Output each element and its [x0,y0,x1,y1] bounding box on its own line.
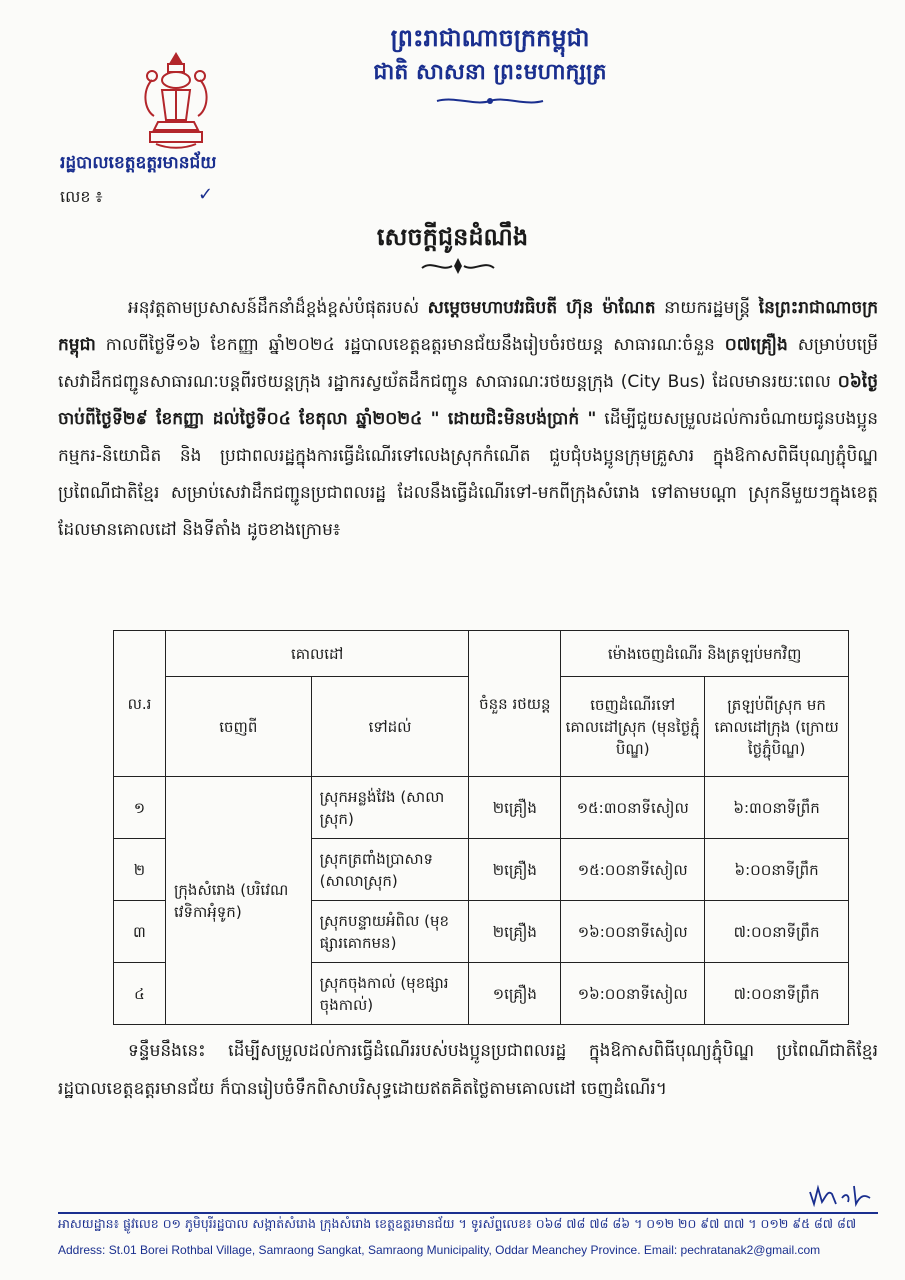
row-bus-count: ១គ្រឿង [469,963,561,1025]
check-mark-icon: ✓ [198,184,214,205]
body-part1: អនុវត្តតាមប្រសាសន៍ដឹកនាំដ៏ខ្ពង់ខ្ពស់បំផុតរបស់ [128,298,428,318]
row-depart-time: ១៥:០០នាទីសៀល [561,839,705,901]
kingdom-motto: ជាតិ សាសនា ព្រះមហាក្សត្រ [373,60,607,85]
footer-address-english: Address: St.01 Borei Rothbal Village, Samraong Sangkat, Samraong Municipality, Oddar Meanchey Province. Email: pechratanak2@gmail.com [58,1243,821,1257]
bus-schedule-table [113,630,849,1025]
body-part5: ដើម្បីជួយសម្រួលដល់ការចំណាយជូនបងប្អូន កម្មករ-និយោជិត និង ប្រជាពលរដ្ឋក្នុងការធ្វើដំណើរទៅលេងស្រុកកំណើត ជួបជុំបងប្អូនក្រុមគ្រួសារ ក្នុងឱកាសពិធីបុណ្យភ្ជុំបិណ្ឌ ប្រពៃណីជាតិខ្មែរ សម្រាប់សេវាដឹកជញ្ជូនប្រជាពលរដ្ឋ ដែលនឹងធ្វើដំណើរទៅ-មកពីក្រុងសំរោង ទៅតាមបណ្តា ស្រុកនីមួយៗក្នុងខេត្ត ដែលមានគោលដៅ និងទីតាំង ដូចខាងក្រោម៖ [58,409,878,540]
reference-number-label: លេខ ៖ [60,187,103,206]
row-depart-time: ១៥:៣០នាទីសៀល [561,777,705,839]
header-ornament-icon [435,94,545,108]
royal-emblem-icon [138,50,214,150]
table-row [114,777,849,839]
row-number: ២ [114,839,166,901]
row-destination: ស្រុកបន្ទាយអំពិល (មុខផ្សារគោកមន) [311,901,469,963]
header-number: ល.រ [114,631,166,777]
header-schedule: ម៉ោងចេញដំណើរ និងត្រឡប់មកវិញ [561,631,849,677]
notice-body [58,290,878,549]
row-bus-count: ២គ្រឿង [469,777,561,839]
service-duration: ០៦ថ្ងៃ ចាប់ពីថ្ងៃទី២៩ ខែកញ្ញា ដល់ថ្ងៃទី០៤ ខែតុលា ឆ្នាំ២០២៤ " ដោយជិះមិនបង់ប្រាក់ " [58,372,878,429]
kingdom-bold: នៃព្រះរាជាណាចក្រកម្ពុជា [58,298,878,355]
kingdom-line1: ព្រះរាជាណាចក្រកម្ពុជា [390,24,590,52]
header-from: ចេញពី [165,677,311,777]
footer-divider [58,1212,878,1214]
header-depart: ចេញដំណើរទៅ គោលដៅស្រុក (មុនថ្ងៃភ្ជុំបិណ្ឌ) [561,677,705,777]
row-destination: ស្រុកចុងកាល់ (មុខផ្សារចុងកាល់) [311,963,469,1025]
row-depart-time: ១៦:០០នាទីសៀល [561,901,705,963]
row-depart-time: ១៦:០០នាទីសៀល [561,963,705,1025]
notice-title: សេចក្តីជូនដំណឹង [376,223,529,251]
origin-location: ក្រុងសំរោង (បរិវេណវេទិកាអុំទូក) [165,777,311,1025]
leader-name: សម្តេចមហាបវរធិបតី ហ៊ុន ម៉ាណែត [427,298,656,318]
row-number: ១ [114,777,166,839]
footer-address-khmer: អាសយដ្ឋាន៖ ផ្លូវលេខ ០១ ភូមិបុរីរដ្ឋបាល សង្កាត់សំរោង ក្រុងសំរោង ខេត្តឧត្តរមានជ័យ ។ ទូរស័ព្ទលេខ៖ ០៦៨ ៧៨ ៧៨ ៨៦ ។ ០១២ ២០ ៩៧ ៣៧ ។ ០១២ ៩៥ ៨៧ ៨៧ [58,1216,857,1231]
row-return-time: ៦:០០នាទីព្រឹក [705,839,849,901]
header-destination: គោលដៅ [165,631,468,677]
header-bus-count: ចំនួន រថយន្ត [469,631,561,777]
body-part4: សម្រាប់បម្រើសេវាដឹកជញ្ជូនសាធារណៈបន្តពីរថយន្តក្រុង រដ្ឋាករស្វយ័តដឹកជញ្ជូន សាធារណៈរថយន្តក្រុង (City Bus) ដែលមានរយៈពេល [58,335,878,392]
body-part2: នាយករដ្ឋមន្ត្រី [655,298,759,318]
row-return-time: ៦:៣០នាទីព្រឹក [705,777,849,839]
provincial-administration-name: រដ្ឋបាលខេត្តឧត្តរមានជ័យ [60,153,217,173]
row-number: ៣ [114,901,166,963]
signature-icon [806,1178,876,1208]
row-return-time: ៧:០០នាទីព្រឹក [705,901,849,963]
row-bus-count: ២គ្រឿង [469,839,561,901]
body-part3: កាលពីថ្ងៃទី១៦ ខែកញ្ញា ឆ្នាំ២០២៤ រដ្ឋបាលខេត្តឧត្តរមានជ័យនឹងរៀបចំរថយន្ត សាធារណៈចំនួន [95,335,725,355]
row-number: ៤ [114,963,166,1025]
header-to: ទៅដល់ [311,677,469,777]
row-return-time: ៧:០០នាទីព្រឹក [705,963,849,1025]
closing-paragraph: ទន្ទឹមនឹងនេះ ដើម្បីសម្រួលដល់ការធ្វើដំណើររបស់បងប្អូនប្រជាពលរដ្ឋ ក្នុងឱកាសពិធីបុណ្យភ្ជុំបិណ្ឌ ប្រពៃណីជាតិខ្មែរ រដ្ឋបាលខេត្តឧត្តរមានជ័យ ក៏បានរៀបចំទឹកពិសាបរិសុទ្ធដោយឥតគិតថ្លៃតាមគោលដៅ ចេញដំណើរ។ [58,1041,878,1099]
bus-count: ០៧គ្រឿង [724,335,788,355]
row-bus-count: ២គ្រឿង [469,901,561,963]
title-ornament-icon [420,256,496,276]
header-return: ត្រឡប់ពីស្រុក មកគោលដៅក្រុង (ក្រោយថ្ងៃភ្ជុំបិណ្ឌ) [705,677,849,777]
row-destination: ស្រុកត្រពាំងប្រាសាទ (សាលាស្រុក) [311,839,469,901]
row-destination: ស្រុកអន្លង់វែង (សាលាស្រុក) [311,777,469,839]
kingdom-header [300,22,680,108]
